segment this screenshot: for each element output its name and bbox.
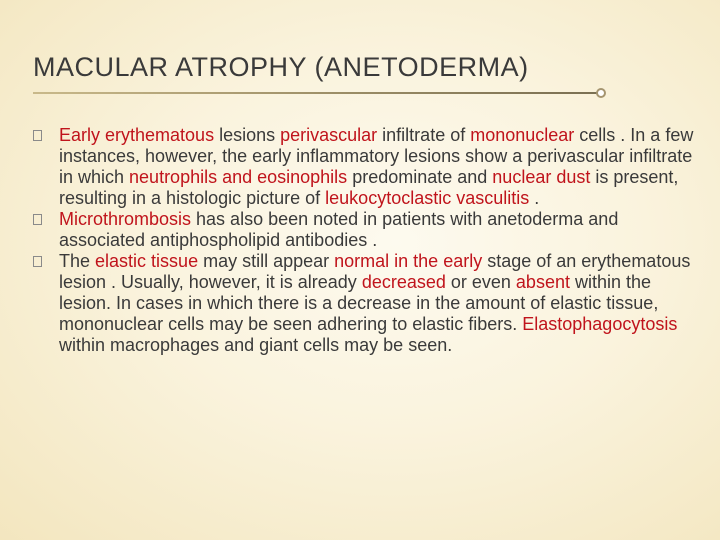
segment-highlight: normal in the early — [334, 251, 483, 271]
title-underline — [33, 92, 598, 94]
segment-highlight: decreased — [361, 272, 446, 292]
segment-highlight: absent — [515, 272, 570, 292]
segment-highlight: neutrophils and eosinophils — [129, 167, 348, 187]
segment: or even — [445, 272, 516, 292]
segment: may still appear — [198, 251, 335, 271]
bullet-text — [59, 209, 618, 250]
segment: is present, resulting in a histologic picture of — [59, 167, 679, 208]
segment-highlight: leukocytoclastic vasculitis — [325, 188, 530, 208]
segment: within the lesion. In cases in which there is a decrease in the amount of elastic tissue, mononuclear cells may be seen adhering to elastic fibers. — [59, 272, 659, 334]
bullet-box-icon — [33, 130, 42, 141]
segment-highlight: Microthrombosis — [59, 209, 192, 229]
segment-highlight: elastic tissue — [95, 251, 199, 271]
segment-highlight: nuclear dust — [492, 167, 591, 187]
bullet-box-icon — [33, 256, 42, 267]
bullet-list — [33, 125, 703, 356]
segment-highlight: Elastophagocytosis — [522, 314, 678, 334]
slide-title: MACULAR ATROPHY (ANETODERMA) — [33, 52, 529, 82]
underline-end-circle — [596, 88, 606, 98]
segment-highlight: perivascular — [280, 125, 378, 145]
segment: infiltrate of — [377, 125, 471, 145]
bullet-text — [59, 125, 693, 208]
bullet-item — [33, 125, 703, 209]
segment: lesions — [214, 125, 281, 145]
segment: The — [59, 251, 96, 271]
segment: . — [529, 188, 540, 208]
segment: within macrophages and giant cells may be seen. — [59, 335, 453, 355]
bullet-item — [33, 209, 703, 251]
segment: has also been noted in patients with anetoderma and associated antiphospholipid antibodies . — [59, 209, 619, 250]
segment: stage of an erythematous lesion . Usually, however, it is already — [59, 251, 691, 292]
segment-highlight: Early erythematous — [59, 125, 215, 145]
segment: predominate and — [347, 167, 493, 187]
bullet-box-icon — [33, 214, 42, 225]
segment-highlight: mononuclear — [470, 125, 575, 145]
bullet-text — [59, 251, 690, 355]
bullet-item — [33, 251, 703, 356]
segment: cells . In a few instances, however, the early inflammatory lesions show a perivascular infiltrate in which — [59, 125, 694, 187]
